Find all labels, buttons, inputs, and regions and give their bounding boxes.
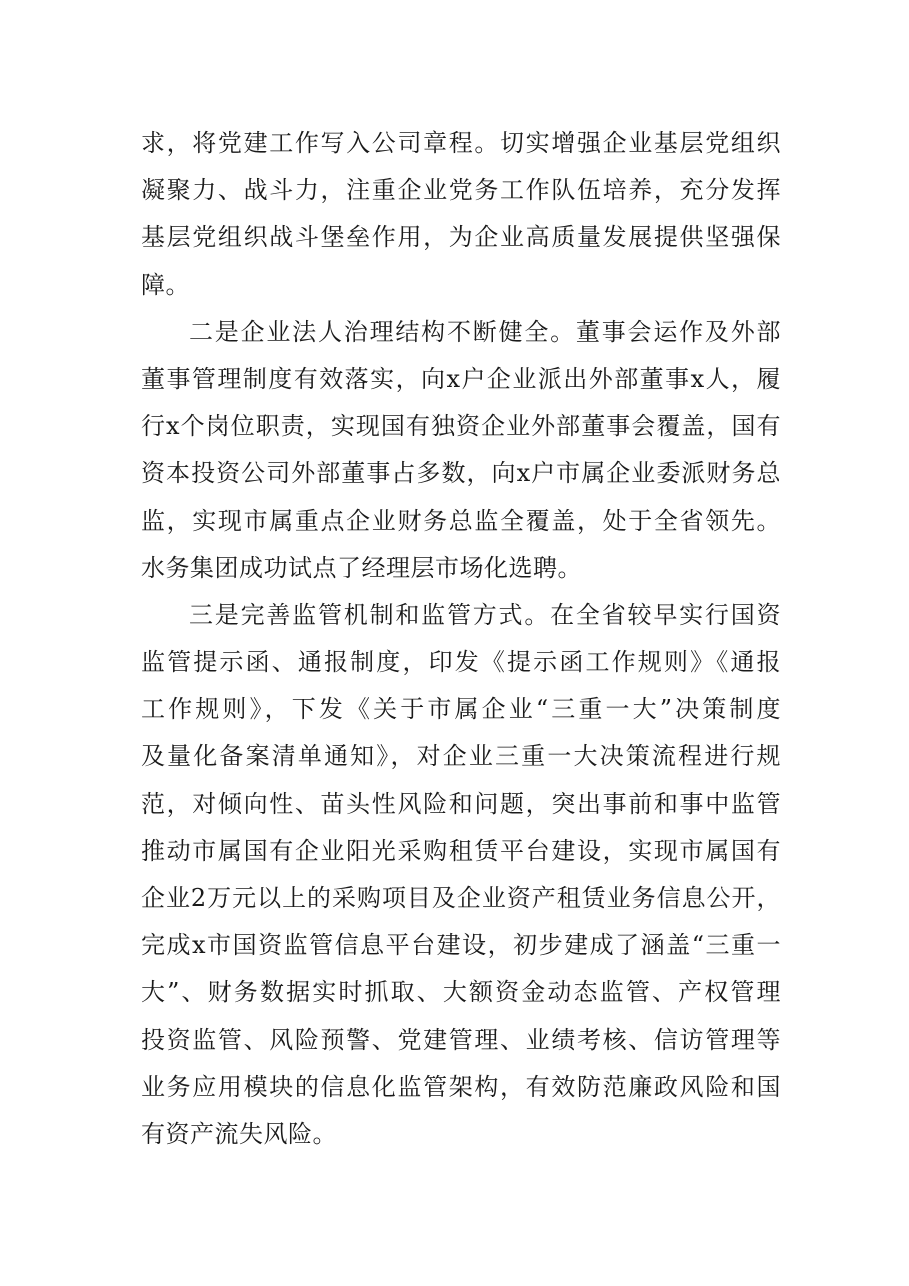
- paragraph-2: [141, 309, 781, 592]
- text-line: 凝聚力、战斗力，注重企业党务工作队伍培养，充分发挥: [141, 176, 781, 205]
- text-line: 范，对倾向性、苗头性风险和问题，突出事前和事中监管: [141, 789, 781, 818]
- text-line: 障。: [141, 270, 190, 299]
- text-line: 业务应用模块的信息化监管架构，有效防范廉政风险和国: [141, 1072, 781, 1101]
- text-line: 完成x市国资监管信息平台建设，初步建成了涵盖“三重一: [141, 931, 781, 960]
- text-line: 有资产流失风险。: [141, 1119, 337, 1148]
- text-line: 求，将党建工作写入公司章程。切实增强企业基层党组织: [141, 129, 781, 157]
- text-line: 投资监管、风险预警、党建管理、业绩考核、信访管理等: [141, 1025, 781, 1054]
- text-line: 监，实现市属重点企业财务总监全覆盖，处于全省领先。: [141, 506, 781, 535]
- text-line: 基层党组织战斗堡垒作用，为企业高质量发展提供坚强保: [141, 223, 781, 252]
- text-line: 水务集团成功试点了经理层市场化选聘。: [141, 553, 582, 582]
- text-line: 企业2万元以上的采购项目及企业资产租赁业务信息公开，: [141, 884, 781, 912]
- text-line: 监管提示函、通报制度，印发《提示函工作规则》《通报: [141, 648, 781, 677]
- paragraph-3: [141, 592, 781, 1158]
- text-line: 二是企业法人治理结构不断健全。董事会运作及外部: [189, 317, 781, 346]
- text-line: 推动市属国有企业阳光采购租赁平台建设，实现市属国有: [141, 836, 781, 865]
- text-line: 大”、财务数据实时抓取、大额资金动态监管、产权管理: [141, 978, 781, 1007]
- text-line: 行x个岗位职责，实现国有独资企业外部董事会覆盖，国有: [141, 412, 781, 441]
- text-line: 三是完善监管机制和监管方式。在全省较早实行国资: [189, 600, 781, 629]
- text-line: 董事管理制度有效落实，向x户企业派出外部董事x人，履: [141, 364, 781, 393]
- text-line: 工作规则》，下发《关于市属企业“三重一大”决策制度: [141, 695, 781, 724]
- paragraph-1: [141, 120, 781, 309]
- text-line: 资本投资公司外部董事占多数，向x户市属企业委派财务总: [141, 459, 781, 488]
- document-body: [141, 120, 781, 1158]
- text-line: 及量化备案清单通知》，对企业三重一大决策流程进行规: [141, 742, 781, 771]
